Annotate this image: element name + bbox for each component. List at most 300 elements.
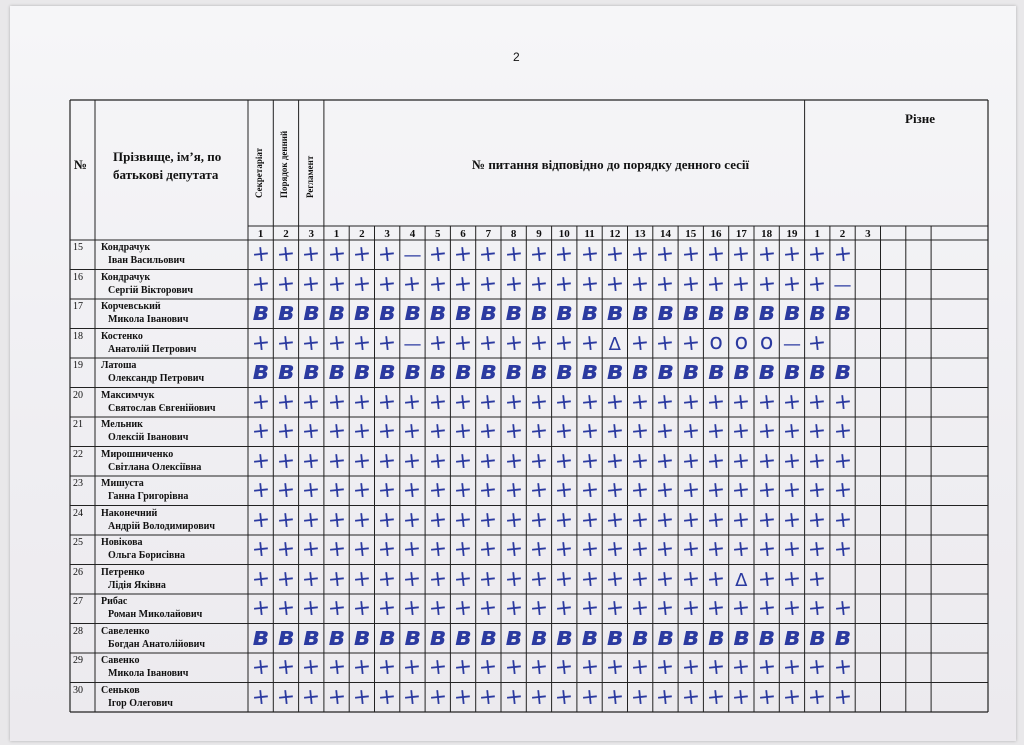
vote-mark: + (705, 418, 727, 445)
row-number: 25 (73, 537, 83, 548)
vote-mark: + (401, 447, 423, 475)
row-number: 17 (73, 301, 83, 312)
row-number: 24 (73, 507, 83, 519)
vote-mark: + (832, 447, 854, 475)
deputy-given-name: Микола Іванович (108, 668, 189, 679)
vote-mark: в (353, 297, 371, 327)
vote-mark: в (505, 356, 522, 386)
row-number: 23 (73, 478, 83, 489)
vote-mark: + (579, 506, 601, 534)
vote-mark: + (528, 477, 550, 504)
vote-mark: + (503, 329, 525, 357)
vote-mark: + (300, 388, 322, 416)
vote-mark: в (404, 621, 421, 652)
vote-mark: в (758, 297, 775, 327)
vote-mark: + (528, 329, 550, 357)
vote-mark: + (680, 241, 702, 268)
vote-mark: + (326, 477, 348, 504)
vote-mark: + (730, 447, 752, 475)
vote-mark: + (326, 447, 348, 475)
vote-mark: + (730, 241, 752, 268)
vote-mark: + (376, 536, 398, 563)
vote-mark: + (300, 536, 322, 563)
vote-mark: + (553, 565, 575, 593)
column-number: 11 (584, 228, 595, 240)
vote-mark: + (452, 477, 474, 504)
vote-mark: + (326, 536, 348, 563)
vote-mark: + (730, 418, 752, 445)
vote-mark: в (378, 297, 396, 327)
deputy-given-name: Світлана Олексіївна (108, 461, 202, 473)
vote-mark: + (351, 683, 373, 711)
vote-mark: + (351, 241, 373, 268)
vote-mark: + (326, 270, 348, 298)
vote-mark: + (275, 595, 297, 622)
vote-mark: в (429, 356, 446, 386)
vote-mark: + (604, 241, 626, 268)
vote-mark: + (553, 536, 575, 563)
deputy-given-name: Святослав Євгенійович (108, 402, 216, 414)
vote-mark: + (300, 565, 322, 593)
vote-mark: + (326, 683, 348, 711)
deputy-given-name: Ганна Григорівна (108, 491, 189, 502)
vote-mark: + (806, 388, 828, 416)
column-number: 19 (786, 228, 798, 240)
vote-mark: + (604, 388, 626, 416)
vote-mark: + (300, 329, 322, 357)
vote-mark: + (604, 536, 626, 563)
vote-mark: + (351, 654, 373, 681)
vote-mark: + (275, 683, 297, 711)
vote-mark: в (657, 356, 674, 386)
vote-mark: + (579, 241, 601, 268)
vote-mark: + (477, 536, 499, 563)
vote-mark: + (604, 506, 626, 534)
vote-mark: + (806, 595, 828, 622)
vote-mark: + (806, 447, 828, 475)
vote-mark: в (480, 621, 497, 652)
vote-mark: + (250, 565, 272, 593)
vote-mark: + (654, 241, 676, 268)
vote-mark: + (654, 654, 676, 681)
vote-mark: + (351, 388, 373, 416)
vote-mark: + (401, 536, 423, 563)
column-number: 5 (435, 228, 441, 240)
vote-mark: + (579, 447, 601, 475)
vote-mark: + (629, 595, 651, 622)
vote-mark: + (832, 477, 854, 504)
vote-mark: + (528, 506, 550, 534)
vote-mark: в (809, 621, 826, 652)
vote-mark: в (530, 297, 548, 327)
vote-mark: + (250, 388, 272, 416)
vote-mark: + (528, 565, 550, 593)
vote-mark: + (401, 270, 423, 298)
vote-mark: + (553, 654, 575, 681)
vote-mark: + (654, 595, 676, 622)
vote-mark: в (733, 356, 750, 386)
row-number: 21 (73, 419, 83, 430)
vote-mark: + (250, 654, 272, 681)
vote-mark: + (756, 388, 778, 416)
deputy-surname: Мельник (101, 419, 143, 430)
row-number: 15 (73, 242, 83, 253)
vote-mark: + (756, 654, 778, 681)
column-number: 3 (865, 228, 871, 240)
vote-mark: в (758, 356, 775, 386)
vote-mark: + (553, 595, 575, 622)
column-number: 2 (839, 228, 846, 240)
vote-mark: о (759, 329, 774, 355)
vote-mark: + (604, 447, 626, 475)
vote-mark: + (351, 536, 373, 563)
vote-mark: в (454, 356, 472, 386)
vote-mark: + (477, 418, 499, 445)
vote-mark: в (277, 356, 295, 386)
vote-mark: — (403, 245, 422, 266)
vote-mark: + (756, 241, 778, 268)
vote-mark: + (680, 270, 702, 298)
vote-mark: в (606, 621, 624, 652)
vote-mark: + (680, 654, 702, 681)
vote-mark: + (528, 447, 550, 475)
vote-mark: в (631, 297, 649, 327)
vote-mark: в (404, 356, 421, 386)
vote-mark: + (756, 683, 778, 711)
vote-mark: + (452, 418, 474, 445)
vote-mark: + (427, 565, 449, 593)
vote-mark: + (401, 595, 423, 622)
vote-mark: + (351, 270, 373, 298)
vote-mark: + (528, 270, 550, 298)
vote-mark: + (654, 536, 676, 563)
vote-mark: + (705, 477, 727, 504)
vote-mark: + (579, 477, 601, 504)
column-number: 16 (710, 228, 722, 240)
vote-mark: + (781, 270, 803, 298)
vote-mark: в (783, 621, 801, 652)
deputy-given-name: Сергій Вікторович (108, 284, 194, 296)
vote-mark: + (705, 536, 727, 563)
deputy-surname: Наконечний (101, 507, 158, 519)
vote-mark: в (429, 297, 446, 327)
vote-mark: в (303, 356, 320, 386)
vote-mark: + (452, 654, 474, 681)
vote-mark: в (657, 297, 674, 327)
vote-mark: + (654, 477, 676, 504)
vote-mark: + (781, 595, 803, 622)
row-number: 29 (73, 655, 83, 666)
vote-mark: + (654, 506, 676, 534)
vote-mark: + (300, 683, 322, 711)
vote-mark: + (503, 565, 525, 593)
vote-mark: + (528, 654, 550, 681)
vote-mark: + (579, 565, 601, 593)
vote-mark: + (351, 329, 373, 357)
vote-mark: + (351, 595, 373, 622)
vote-mark: в (733, 621, 750, 652)
header-number: № (74, 157, 88, 172)
deputy-given-name: Лідія Яківна (108, 579, 166, 591)
vote-mark: + (401, 565, 423, 593)
vote-mark: + (300, 654, 322, 681)
vote-mark: + (401, 654, 423, 681)
vote-mark: в (581, 356, 598, 386)
vote-mark: + (832, 388, 854, 416)
vote-mark: + (629, 683, 651, 711)
vote-mark: + (427, 536, 449, 563)
vote-mark: + (300, 241, 322, 268)
vote-mark: + (756, 565, 778, 593)
vote-mark: + (579, 329, 601, 357)
vote-mark: + (629, 447, 651, 475)
vote-mark: + (680, 506, 702, 534)
column-number: 14 (659, 228, 671, 240)
vote-mark: + (528, 683, 550, 711)
vote-mark: + (503, 536, 525, 563)
vote-mark: + (604, 270, 626, 298)
vote-mark: + (553, 447, 575, 475)
vote-mark: в (581, 297, 598, 327)
vote-mark: + (680, 447, 702, 475)
vote-mark: в (378, 356, 396, 386)
vote-mark: в (303, 621, 320, 652)
vote-mark: + (756, 536, 778, 563)
vote-mark: + (250, 241, 272, 268)
vote-mark: в (783, 297, 801, 327)
vote-mark: + (326, 595, 348, 622)
vote-mark: + (705, 241, 727, 268)
deputy-given-name: Іван Васильович (108, 255, 185, 266)
vote-mark: + (629, 654, 651, 681)
column-number: 4 (409, 228, 416, 240)
vote-mark: + (351, 418, 373, 445)
vote-mark: в (631, 621, 649, 652)
vote-mark: + (452, 536, 474, 563)
vote-mark: + (680, 683, 702, 711)
vote-mark: в (783, 356, 801, 386)
deputy-surname: Кондрачук (101, 242, 151, 253)
vote-mark: + (654, 447, 676, 475)
vote-mark: + (503, 388, 525, 416)
vote-mark: + (705, 565, 727, 593)
vote-mark: + (832, 418, 854, 445)
column-number: 7 (485, 228, 492, 240)
vote-mark: + (806, 654, 828, 681)
vote-mark: + (680, 565, 702, 593)
vote-mark: + (781, 388, 803, 416)
vote-mark: о (709, 329, 723, 355)
vote-mark: — (403, 333, 422, 355)
vote-mark: + (604, 595, 626, 622)
vote-mark: + (781, 477, 803, 504)
deputy-surname: Максимчук (101, 389, 155, 401)
vote-mark: + (401, 477, 423, 504)
vote-mark: + (528, 595, 550, 622)
vote-mark: + (654, 270, 676, 298)
vote-mark: + (503, 654, 525, 681)
vote-mark: в (303, 297, 320, 327)
deputy-surname: Савенко (101, 655, 140, 666)
vote-mark: + (553, 506, 575, 534)
column-number: 1 (814, 228, 820, 240)
vote-mark: + (832, 536, 854, 563)
deputy-given-name: Анатолій Петрович (108, 343, 197, 355)
vote-mark: + (553, 270, 575, 298)
vote-mark: в (809, 297, 826, 327)
deputy-given-name: Ігор Олегович (108, 697, 173, 709)
vote-mark: + (806, 506, 828, 534)
vote-mark: + (300, 270, 322, 298)
vote-mark: + (503, 477, 525, 504)
vote-mark: + (452, 388, 474, 416)
vote-mark: + (452, 270, 474, 298)
column-number: 2 (283, 228, 289, 240)
vote-mark: в (378, 621, 396, 652)
vote-mark: в (556, 297, 573, 327)
vote-mark: + (275, 329, 297, 357)
vote-mark: + (452, 506, 474, 534)
vote-mark: + (806, 329, 828, 357)
vote-mark: + (553, 683, 575, 711)
deputy-surname: Кондрачук (101, 271, 151, 283)
deputy-surname: Мишуста (101, 478, 144, 489)
vote-mark: + (250, 506, 272, 534)
vote-mark: + (781, 241, 803, 268)
vote-mark: в (631, 356, 649, 386)
page-number: 2 (513, 50, 520, 64)
vote-mark: + (427, 270, 449, 298)
vote-mark: + (477, 565, 499, 593)
vote-mark: + (275, 241, 297, 268)
vote-mark: + (326, 565, 348, 593)
vote-mark: + (756, 270, 778, 298)
deputy-surname: Новікова (101, 537, 143, 548)
vote-mark: + (351, 565, 373, 593)
vote-mark: в (556, 621, 573, 652)
vote-mark: + (326, 329, 348, 357)
deputy-given-name: Ольга Борисівна (108, 550, 186, 561)
vote-mark: + (250, 447, 272, 475)
vote-mark: + (503, 683, 525, 711)
vote-mark: + (604, 565, 626, 593)
vote-mark: + (376, 565, 398, 593)
vote-mark: + (477, 447, 499, 475)
vote-mark: + (806, 565, 828, 593)
row-number: 28 (73, 625, 83, 637)
vote-mark: + (756, 447, 778, 475)
vote-mark: в (277, 297, 295, 327)
vote-mark: в (353, 356, 371, 386)
vote-mark: + (579, 595, 601, 622)
vote-mark: + (604, 654, 626, 681)
deputy-surname: Костенко (101, 330, 143, 342)
vote-mark: в (252, 621, 269, 652)
vote-mark: + (781, 536, 803, 563)
column-number: 1 (333, 228, 340, 240)
vote-mark: + (756, 477, 778, 504)
vote-mark: + (553, 388, 575, 416)
vote-mark: в (556, 356, 573, 386)
vote-mark: в (657, 621, 674, 652)
vote-mark: + (832, 683, 854, 711)
vote-mark: + (401, 683, 423, 711)
vote-mark: в (480, 356, 497, 386)
column-number: 15 (685, 228, 697, 240)
vote-mark: + (477, 654, 499, 681)
vote-mark: + (427, 241, 449, 268)
vote-mark: + (604, 683, 626, 711)
vote-mark: + (326, 241, 348, 268)
row-number: 18 (73, 330, 83, 342)
vote-mark: + (477, 683, 499, 711)
vote-mark: в (530, 356, 548, 386)
vote-mark: + (730, 477, 752, 504)
vote-mark: + (376, 683, 398, 711)
vote-mark: в (834, 621, 851, 652)
vote-mark: + (427, 447, 449, 475)
vote-mark: + (250, 595, 272, 622)
vote-mark: + (275, 654, 297, 681)
vote-mark: + (629, 477, 651, 504)
vote-mark: + (730, 388, 752, 416)
vote-mark: + (477, 270, 499, 298)
vote-mark: + (832, 506, 854, 534)
row-number: 22 (73, 448, 83, 460)
vote-mark: + (477, 477, 499, 504)
vote-mark: + (300, 418, 322, 445)
vote-mark: + (730, 683, 752, 711)
column-number: 10 (558, 228, 570, 240)
vote-mark: + (680, 388, 702, 416)
vote-mark: + (654, 683, 676, 711)
vote-mark: + (401, 388, 423, 416)
header-vertical-0: Секретаріат (254, 147, 264, 198)
vote-mark: + (376, 418, 398, 445)
vote-mark: + (376, 241, 398, 268)
vote-mark: в (682, 621, 699, 652)
deputy-given-name: Олександр Петрович (108, 373, 205, 384)
vote-mark: в (707, 297, 725, 327)
vote-mark: + (250, 683, 272, 711)
vote-mark: + (452, 595, 474, 622)
column-number: 8 (510, 228, 517, 240)
vote-mark: + (781, 683, 803, 711)
row-number: 27 (73, 596, 83, 607)
vote-mark: + (427, 418, 449, 445)
column-number: 1 (257, 228, 264, 240)
vote-mark: + (629, 329, 651, 357)
vote-mark: + (629, 388, 651, 416)
vote-mark: в (480, 297, 497, 327)
vote-mark: + (427, 329, 449, 357)
vote-mark: в (277, 621, 295, 652)
column-number: 17 (735, 228, 747, 240)
deputy-given-name: Олексій Іванович (108, 432, 189, 443)
vote-mark: + (553, 477, 575, 504)
vote-mark: + (275, 388, 297, 416)
vote-mark: в (606, 297, 624, 327)
column-number: 6 (460, 228, 466, 240)
vote-mark: + (781, 418, 803, 445)
vote-mark: + (832, 654, 854, 681)
vote-mark: в (429, 621, 446, 652)
vote-mark: + (806, 477, 828, 504)
header-agenda-title: № питання відповідно до порядку денного сесії (472, 157, 750, 172)
vote-mark: + (275, 447, 297, 475)
vote-mark: + (781, 654, 803, 681)
deputy-given-name: Микола Іванович (108, 314, 189, 325)
